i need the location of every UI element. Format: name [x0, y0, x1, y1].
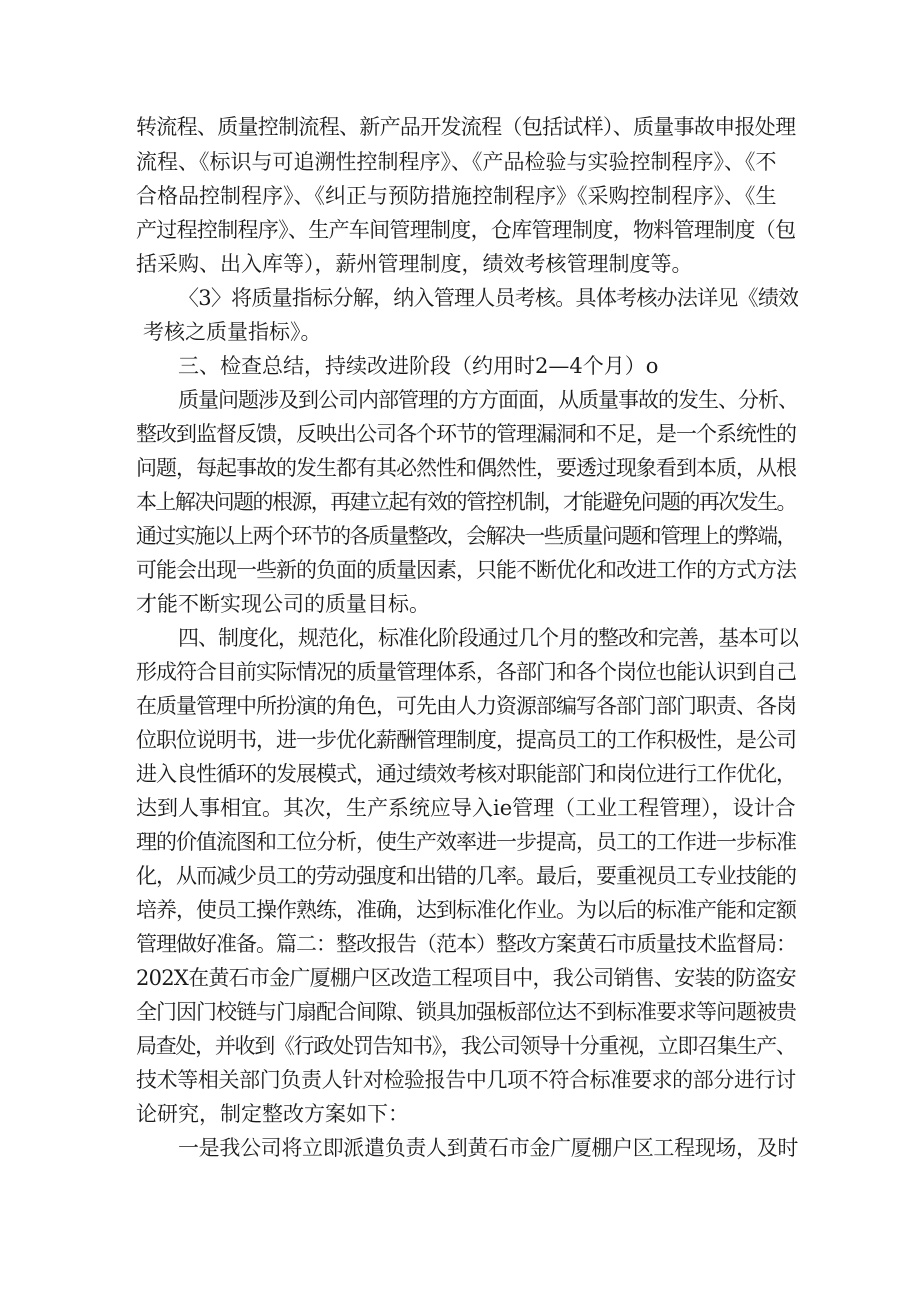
text-line: 才能不断实现公司的质量目标。 [136, 592, 430, 616]
text-line: 培养，使员工操作熟练，准确，达到标准化作业。为以后的标准产能和定额 [136, 898, 796, 922]
text-line: 化，从而减少员工的劳动强度和出错的几率。最后，要重视员工专业技能的 [136, 864, 796, 888]
text-line: 可能会出现一些新的负面的质量因素，只能不断优化和改进工作的方式方法 [136, 558, 796, 582]
text-line: 一是我公司将立即派遣负责人到黄石市金广厦棚户区工程现场，及时 [178, 1136, 798, 1160]
text-line: 技术等相关部门负责人针对检验报告中几项不符合标准要求的部分进行讨 [136, 1068, 796, 1092]
section-heading: 四、制度化，规范化，标准化阶段通过几个月的整改和完善，基本可以 [178, 626, 798, 650]
text-line: 转流程、质量控制流程、新产品开发流程（包括试样）、质量事故申报处理 [136, 115, 796, 139]
text-line: 位职位说明书，进一步优化薪酬管理制度，提高员工的工作积极性，是公司 [136, 728, 796, 752]
text-line: 括采购、出入库等），薪州管理制度，绩效考核管理制度等。 [136, 252, 693, 276]
text-line: 本上解决问题的根源，再建立起有效的管控机制，才能避免问题的再次发生。 [136, 490, 796, 514]
text-line: 通过实施以上两个环节的各质量整改，会解决一些质量问题和管理上的弊端， [136, 524, 796, 548]
text-line: 〈3〉将质量指标分解，纳入管理人员考核。具体考核办法详见《绩效 [178, 286, 798, 310]
section-heading: 三、检查总结，持续改进阶段（约用时2—4个月）o [178, 354, 659, 378]
text-line: 合格品控制程序》、《纠正与预防措施控制程序》《采购控制程序》、《生 [136, 184, 777, 208]
text-line: 局查处，并收到《行政处罚告知书》，我公司领导十分重视，立即召集生产、 [136, 1034, 796, 1058]
text-line: 整改到监督反馈，反映出公司各个环节的管理漏洞和不足，是一个系统性的 [136, 422, 796, 446]
text-line: 流程、《标识与可追溯性控制程序》、《产品检验与实验控制程序》、《不 [136, 150, 777, 174]
text-line: 202X在黄石市金广厦棚户区改造工程项目中，我公司销售、安装的防盗安 [136, 966, 796, 990]
text-line: 达到人事相宜。其次，生产系统应导入ie管理（工业工程管理），设计合 [136, 796, 796, 820]
text-line: 管理做好准备。篇二：整改报告（范本）整改方案黄石市质量技术监督局： [136, 932, 796, 956]
text-line: 理的价值流图和工位分析，使生产效率进一步提高，员工的工作进一步标准 [136, 830, 796, 854]
text-line: 全门因门校链与门扇配合间隙、锁具加强板部位达不到标准要求等问题被贵 [136, 1000, 796, 1024]
text-line: 在质量管理中所扮演的角色，可先由人力资源部编写各部门部门职责、各岗 [136, 694, 796, 718]
text-line: 进入良性循环的发展模式，通过绩效考核对职能部门和岗位进行工作优化， [136, 762, 796, 786]
text-line: 问题，每起事故的发生都有其必然性和偶然性，要透过现象看到本质，从根 [136, 456, 796, 480]
text-line: 产过程控制程序》、生产车间管理制度，仓库管理制度，物料管理制度（包 [136, 218, 796, 242]
text-line: 质量问题涉及到公司内部管理的方方面面，从质量事故的发生、分析、 [178, 388, 798, 412]
text-line: 形成符合目前实际情况的质量管理体系，各部门和各个岗位也能认识到自己 [136, 660, 796, 684]
text-line: 考核之质量指标》。 [143, 320, 322, 344]
text-line: 论研究，制定整改方案如下： [136, 1102, 409, 1126]
